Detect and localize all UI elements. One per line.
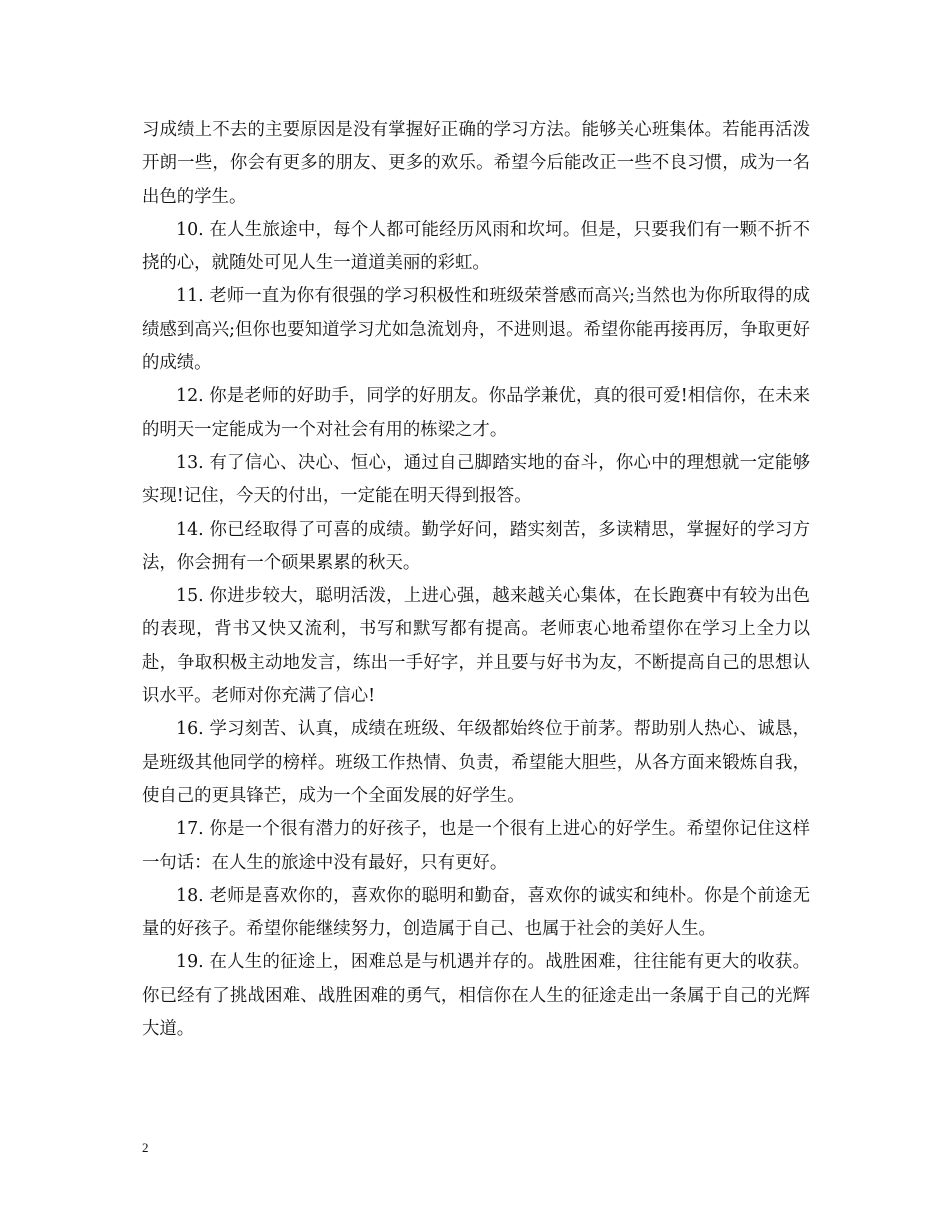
document-body: [142, 114, 810, 1046]
paragraph-item-15: 15. 你进步较大，聪明活泼，上进心强，越来越关心集体，在长跑赛中有较为出色的表现，背书又快又流利，书写和默写都有提高。老师衷心地希望你在学习上全力以赴，争取积极主动地发言，练出一手好字，并且要与好书为友，不断提高自己的思想认识水平。老师对你充满了信心!: [142, 586, 810, 707]
paragraph-item-14: 14. 你已经取得了可喜的成绩。勤学好问，踏实刻苦，多读精思，掌握好的学习方法，你会拥有一个硕果累累的秋天。: [142, 519, 810, 573]
paragraph-item-11: 11. 老师一直为你有很强的学习积极性和班级荣誉感而高兴;当然也为你所取得的成绩感到高兴;但你也要知道学习尤如急流划舟，不进则退。希望你能再接再厉，争取更好的成绩。: [142, 286, 810, 374]
paragraph-item-13: 13. 有了信心、决心、恒心，通过自己脚踏实地的奋斗，你心中的理想就一定能够实现!记住，今天的付出，一定能在明天得到报答。: [142, 452, 810, 507]
paragraph-continuation: 习成绩上不去的主要原因是没有掌握好正确的学习方法。能够关心班集体。若能再活泼开朗一些，你会有更多的朋友、更多的欢乐。希望今后能改正一些不良习惯，成为一名出色的学生。: [142, 120, 810, 207]
paragraph-item-10: 10. 在人生旅途中，每个人都可能经历风雨和坎坷。但是，只要我们有一颗不折不挠的心，就随处可见人生一道道美丽的彩虹。: [142, 219, 810, 274]
paragraph-item-19: 19. 在人生的征途上，困难总是与机遇并存的。战胜困难，往往能有更大的收获。你已经有了挑战困难、战胜困难的勇气，相信你在人生的征途走出一条属于自己的光辉大道。: [142, 952, 810, 1040]
paragraph-item-18: 18. 老师是喜欢你的，喜欢你的聪明和勤奋，喜欢你的诚实和纯朴。你是个前途无量的好孩子。希望你能继续努力，创造属于自己、也属于社会的美好人生。: [142, 885, 810, 940]
page-number: 2: [142, 1140, 149, 1155]
paragraph-item-16: 16. 学习刻苦、认真，成绩在班级、年级都始终位于前茅。帮助别人热心、诚恳，是班级其他同学的榜样。班级工作热情、负责，希望能大胆些，从各方面来锻炼自我，使自己的更具锋芒，成为一个全面发展的好学生。: [142, 719, 810, 806]
paragraph-item-17: 17. 你是一个很有潜力的好孩子，也是一个很有上进心的好学生。希望你记住这样一句话：在人生的旅途中没有最好，只有更好。: [142, 819, 810, 873]
paragraph-item-12: 12. 你是老师的好助手，同学的好朋友。你品学兼优，真的很可爱!相信你，在未来的明天一定能成为一个对社会有用的栋梁之才。: [142, 386, 810, 440]
